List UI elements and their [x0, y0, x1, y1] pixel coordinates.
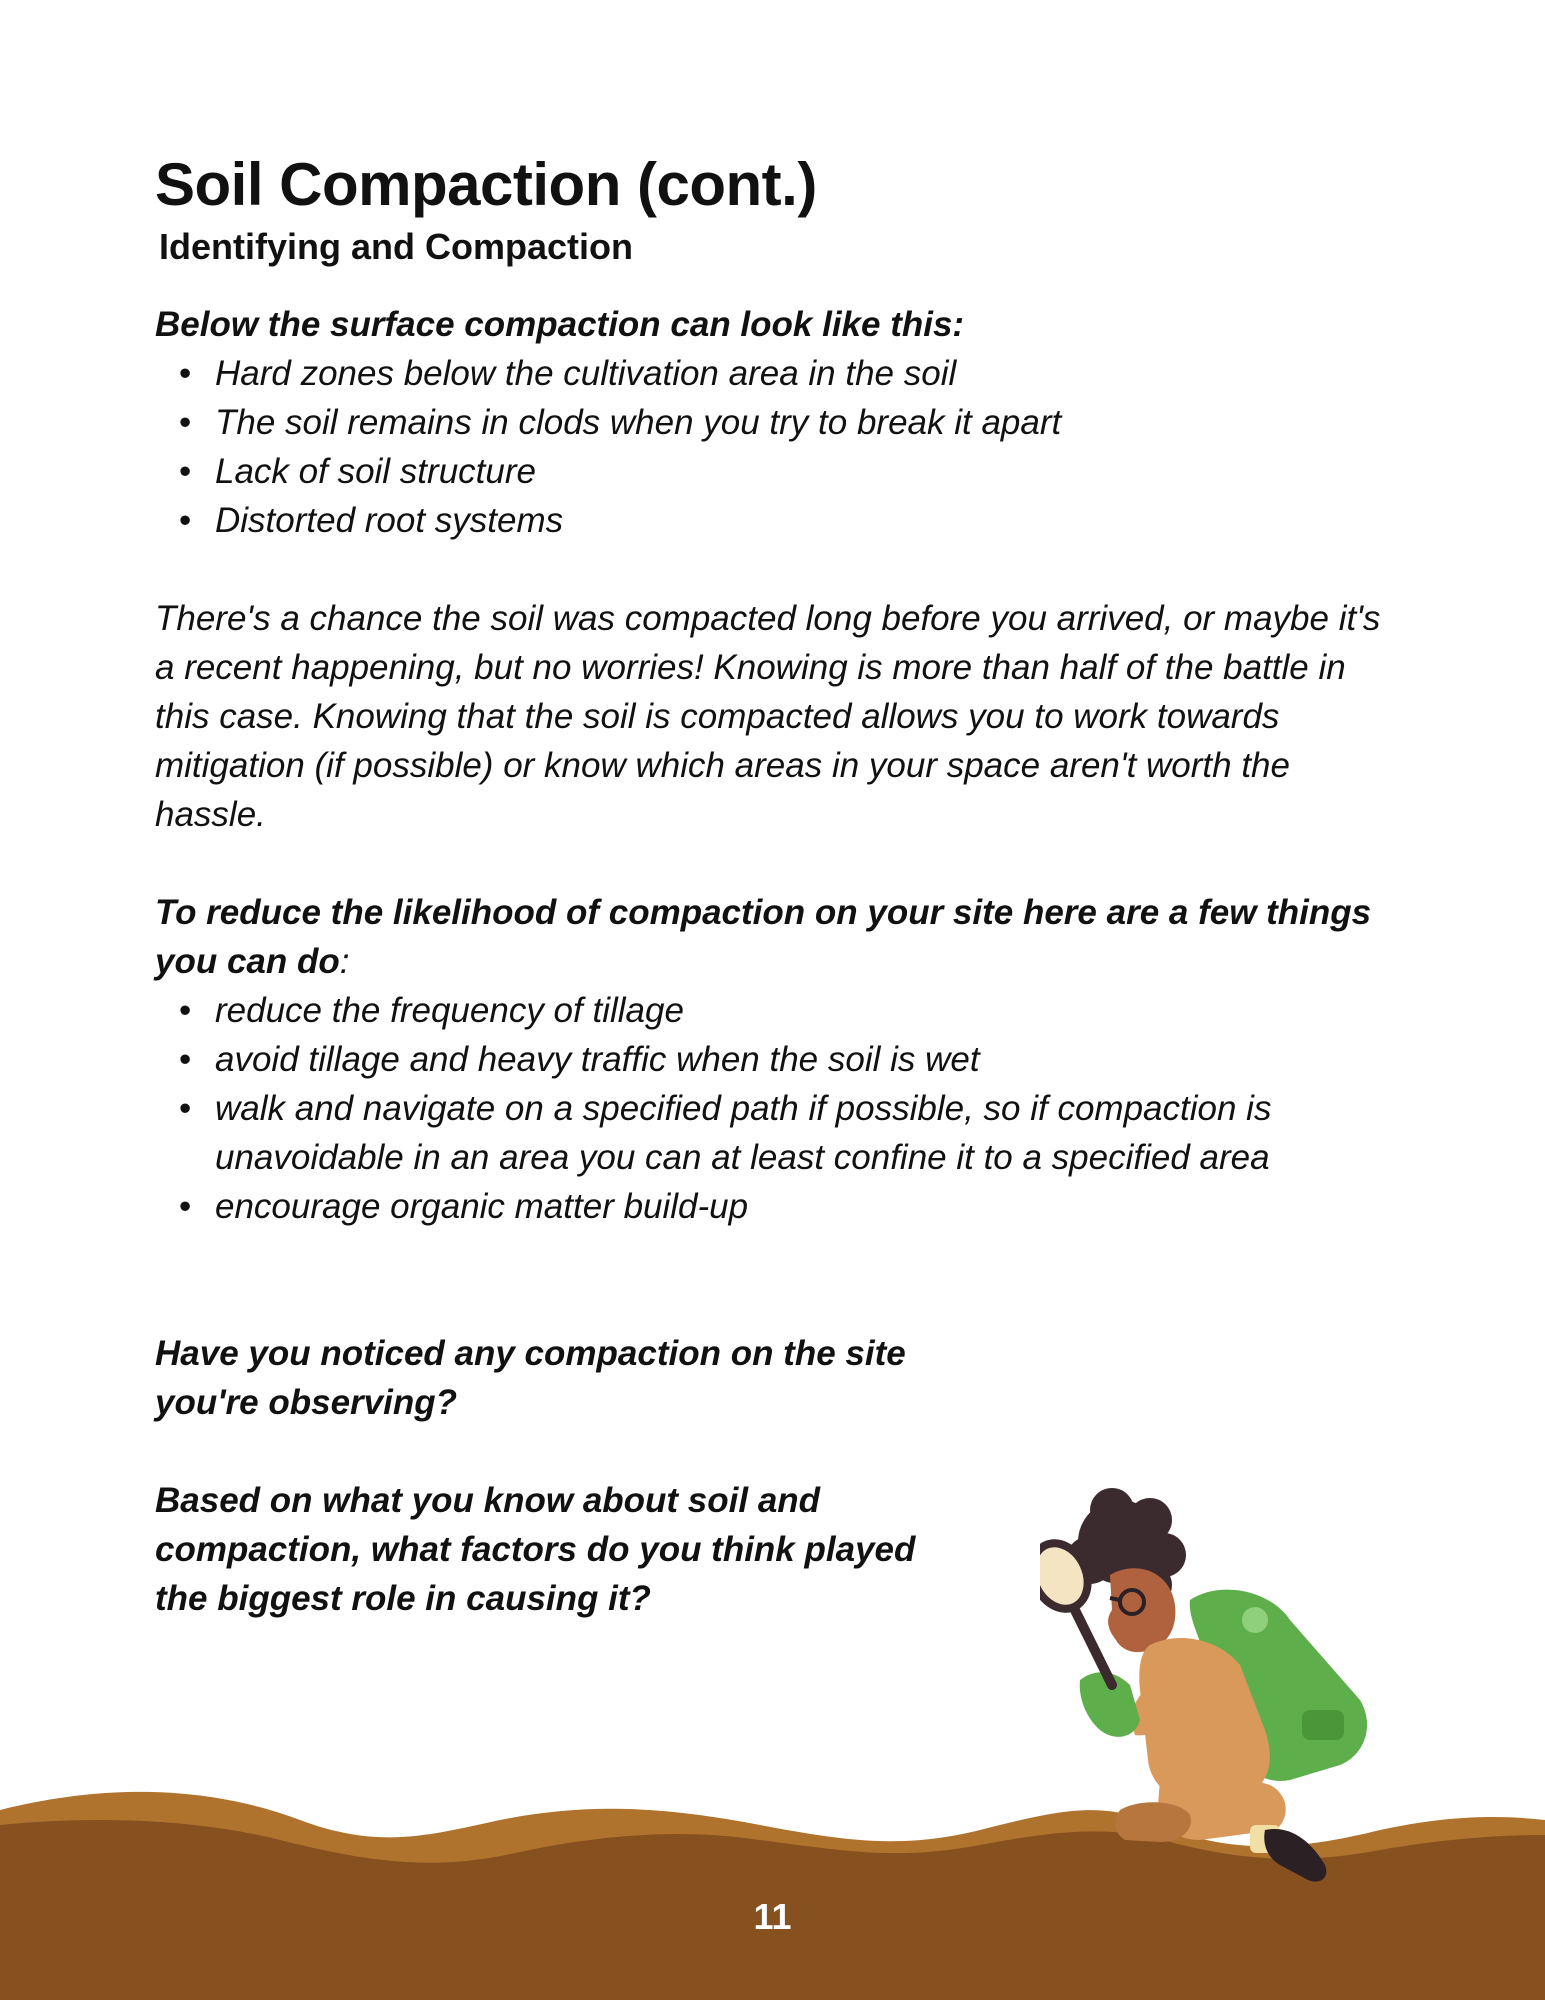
page-title: Soil Compaction (cont.)	[155, 151, 817, 218]
explorer-with-magnifier-illustration	[1040, 1480, 1380, 1900]
compaction-signs-list	[155, 349, 1405, 545]
content-body	[155, 300, 1405, 1623]
backpack-pocket	[1302, 1710, 1344, 1740]
shoe	[1264, 1829, 1326, 1882]
backpack-emblem	[1242, 1607, 1268, 1633]
list-item: • Hard zones below the cultivation area in the soil	[215, 349, 1405, 398]
section-heading-text: To reduce the likelihood of compaction on your site here are a few things you can do	[155, 893, 1372, 981]
page-subtitle: Identifying and Compaction	[159, 226, 633, 267]
list-item: • avoid tillage and heavy traffic when the soil is wet	[215, 1035, 1405, 1084]
list-item: • reduce the frequency of tillage	[215, 986, 1405, 1035]
list-item: • walk and navigate on a specified path if possible, so if compaction is unavoidable in an area you can at least confine it to a specified area	[215, 1084, 1405, 1182]
list-item: • Lack of soil structure	[215, 447, 1405, 496]
list-item: • The soil remains in clods when you try to break it apart	[215, 398, 1405, 447]
reduce-compaction-list	[155, 986, 1405, 1231]
page-number: 11	[753, 1896, 792, 1937]
section-heading-colon: :	[339, 942, 350, 981]
list-item: • encourage organic matter build-up	[215, 1182, 1405, 1231]
section-heading-reduce-compaction	[155, 888, 1405, 986]
question-compaction-noticed: Have you noticed any compaction on the site you're observing?	[155, 1334, 906, 1422]
section-heading-compaction-signs: Below the surface compaction can look like this:	[155, 305, 965, 344]
question-compaction-causes: Based on what you know about soil and compaction, what factors do you think played the biggest role in causing it?	[155, 1481, 916, 1618]
list-item: • Distorted root systems	[215, 496, 1405, 545]
body-paragraph: There's a chance the soil was compacted long before you arrived, or maybe it's a recent happening, but no worries! Knowing is more than half of the battle in this case. Knowing that the soil is compacted allows you to work towards mitigation (if possible) or know which areas in your space aren't worth the hassle.	[155, 599, 1381, 834]
knee-patch	[1115, 1802, 1191, 1842]
